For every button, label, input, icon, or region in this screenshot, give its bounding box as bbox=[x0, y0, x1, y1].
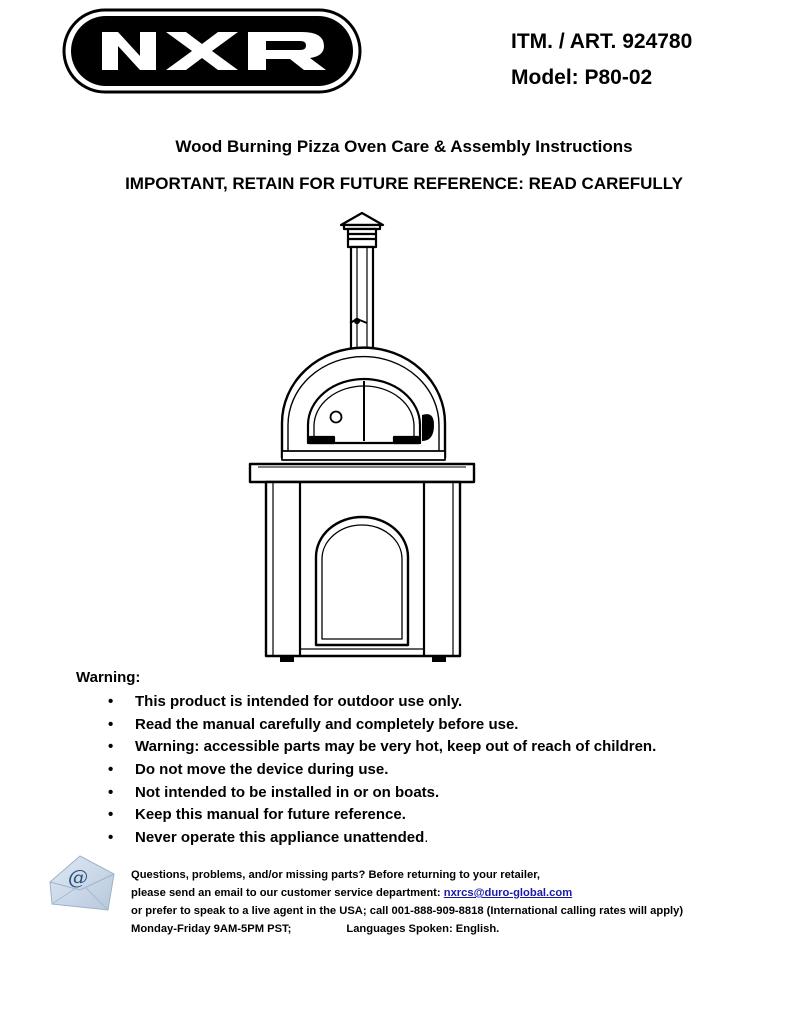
email-link[interactable]: nxrcs@duro-global.com bbox=[443, 887, 573, 899]
warning-item: • Warning: accessible parts may be very hot, keep out of reach of children. bbox=[108, 736, 788, 759]
warning-item: • Read the manual carefully and completely before use. bbox=[108, 714, 788, 737]
contact-hours-line bbox=[131, 920, 801, 938]
warning-item: • Do not move the device during use. bbox=[108, 759, 788, 782]
email-envelope-icon bbox=[46, 852, 118, 914]
document-title: Wood Burning Pizza Oven Care & Assembly Instructions bbox=[175, 137, 633, 156]
contact-line: Questions, problems, and/or missing parts? Before returning to your retailer, bbox=[131, 869, 541, 881]
model-number: Model: P80-02 bbox=[511, 66, 653, 89]
important-notice: IMPORTANT, RETAIN FOR FUTURE REFERENCE: READ CAREFULLY bbox=[125, 174, 683, 193]
warning-list bbox=[108, 691, 788, 850]
nxr-logo bbox=[62, 8, 362, 94]
svg-text:@: @ bbox=[68, 865, 88, 889]
warning-heading: Warning: bbox=[76, 669, 141, 686]
warning-item: • Never operate this appliance unattended. bbox=[108, 827, 788, 850]
languages-spoken: Languages Spoken: English. bbox=[346, 923, 500, 935]
pizza-oven-illustration bbox=[240, 205, 490, 665]
contact-info bbox=[131, 866, 801, 938]
business-hours: Monday-Friday 9AM-5PM PST; bbox=[131, 923, 292, 935]
contact-line: or prefer to speak to a live agent in the USA; call 001-888-909-8818 (International calling rates will apply) bbox=[131, 905, 684, 917]
item-number: ITM. / ART. 924780 bbox=[511, 30, 693, 53]
warning-item: • Keep this manual for future reference. bbox=[108, 804, 788, 827]
warning-item: • This product is intended for outdoor use only. bbox=[108, 691, 788, 714]
warning-item: • Not intended to be installed in or on boats. bbox=[108, 782, 788, 805]
contact-line: please send an email to our customer service department: nxrcs@duro-global.com bbox=[131, 887, 573, 899]
